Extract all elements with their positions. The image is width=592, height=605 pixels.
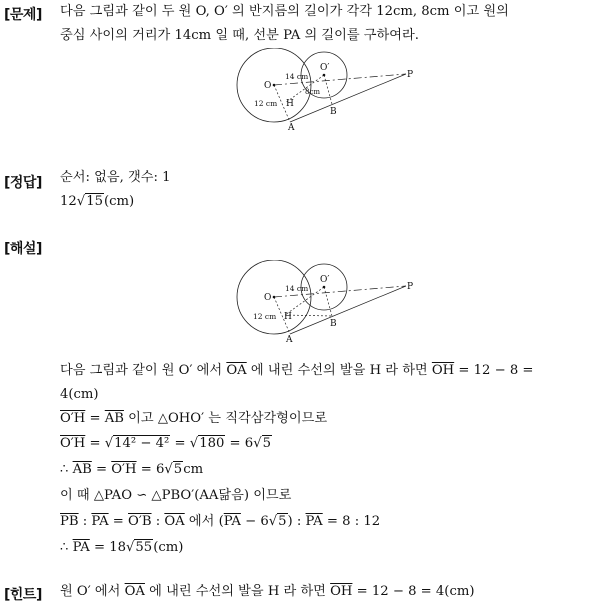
- label-8cm: 8cm: [305, 88, 321, 96]
- label-b: B: [330, 107, 337, 117]
- answer-value: 12√15(cm): [60, 194, 135, 209]
- label-a: A: [286, 335, 293, 344]
- explanation-line-6: 이 때 △PAO ∽ △PBO′(AA닮음) 이므로: [60, 488, 292, 503]
- answer-order: 순서: 없음, 갯수: 1: [60, 170, 171, 185]
- problem-line-2: 중심 사이의 거리가 14cm 일 때, 선분 PA 의 길이를 구하여라.: [60, 28, 419, 43]
- explanation-line-1: 다음 그림과 같이 원 O′ 에서 $\overline{OA}$ 에 내린 수선의 발을 H 라 하면 $\overline{OH} = 12 - 8$ =: [60, 363, 534, 378]
- label-p: P: [407, 70, 414, 80]
- explanation-line-8: ∴ $\overline{PA} = 18√55(cm)$: [60, 540, 184, 555]
- label-14cm: 14 cm: [285, 284, 309, 293]
- label-o-prime: O′: [320, 63, 330, 73]
- explanation-figure: [236, 260, 416, 344]
- explanation-line-5: ∴ $\overline{AB} = O'H = 6√5cm$: [60, 462, 204, 477]
- label-a: A: [288, 123, 295, 132]
- label-12cm: 12 cm: [253, 312, 277, 321]
- explanation-label: [해설]: [4, 241, 42, 257]
- hint-label: [힌트]: [4, 587, 42, 603]
- label-o: O: [264, 293, 272, 303]
- label-b: B: [330, 319, 337, 329]
- label-p: P: [407, 282, 414, 292]
- explanation-line-3: $O'H = \overline{AB}$ 이고 △OHO′ 는 직각삼각형이므로: [60, 411, 328, 426]
- problem-figure: [236, 48, 416, 132]
- label-12cm: 12 cm: [254, 99, 278, 108]
- label-h: H: [284, 312, 292, 322]
- label-14cm: 14 cm: [285, 72, 309, 81]
- problem-label: [문제]: [4, 7, 42, 23]
- label-o: O: [264, 81, 272, 91]
- explanation-line-2: 4(cm): [60, 387, 99, 402]
- hint-line: 원 O′ 에서 $\overline{OA}$ 에 내린 수선의 발을 H 라 하면 $\overline{OH} = 12 - 8 = 4(cm)$: [60, 584, 475, 599]
- problem-line-1: 다음 그림과 같이 두 원 O, O′ 의 반지름의 길이가 각각 12cm, 8cm 이고 원의: [60, 4, 509, 19]
- explanation-line-4: O′H = √14² − 4² = √180 = 6√5: [60, 436, 271, 451]
- label-o-prime: O′: [320, 275, 330, 285]
- answer-label: [정답]: [4, 175, 42, 191]
- explanation-line-7: $\overline{PB}$ : $\overline{PA} = O'B$ : $\overline{OA}$ 에서 $(\overline{PA} - 6√5)$ : $\overline{PA} = 8$ : 12: [60, 514, 381, 529]
- label-h: H: [286, 99, 294, 109]
